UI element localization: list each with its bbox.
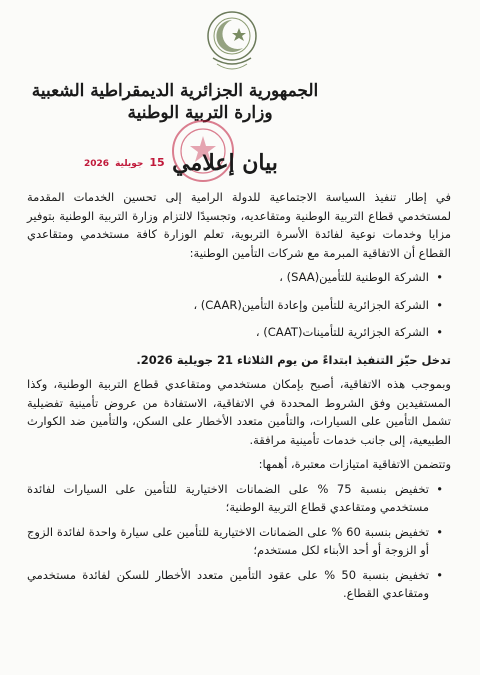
benefit-item: • تخفيض بنسبة 50 % على عقود التأمين متعدد الأخطار للسكن لفائدة مستخدمي ومتقاعدي القطاع. <box>27 566 429 603</box>
stamp-year: 2026 <box>84 159 110 169</box>
document-header <box>0 80 480 124</box>
document-body <box>27 188 451 609</box>
intro-paragraph: في إطار تنفيذ السياسة الاجتماعية للدولة الرامية إلى تحسين الخدمات المقدمة لمستخدمي قطاع التربية الوطنية ومتقاعديه، وتجسيدًا لالتزام وزارة التربية الوطنية بتوفير مزايا وخدمات نوعية لفائدة الأسرة التربوية، تعلم الوزارة كافة مستخدمي ومتقاعدي القطاع أن الاتفاقية المبرمة مع شركات التأمين الوطنية: <box>27 190 451 260</box>
republic-name: الجمهورية الجزائرية الديمقراطية الشعبية <box>31 81 319 101</box>
benefits-intro: وتتضمن الاتفاقية امتيازات معتبرة، أهمها: <box>258 457 451 471</box>
insurance-companies-list <box>27 268 451 342</box>
company-item: • الشركة الجزائرية للتأمين وإعادة التأمين(CAAR) ، <box>27 296 429 315</box>
document-title: بيان إعلامي <box>172 150 278 176</box>
benefit-item: • تخفيض بنسبة 75 % على الضمانات الاختيارية للتأمين على السيارات لفائدة مستخدمي ومتقاعدي قطاع التربية الوطنية؛ <box>27 480 429 517</box>
company-item: • الشركة الجزائرية للتأمينات(CAAT) ، <box>27 323 429 342</box>
stamp-month: جويلية <box>115 159 144 169</box>
agreement-paragraph: وبموجب هذه الاتفاقية، أصبح بإمكان مستخدمي ومتقاعدي قطاع التربية الوطنية، وكذا المستفيدين وفق الشروط المحددة في الاتفاقية، الاستفادة من عروض تأمينية تفضيلية تشمل التأمين على السيارات، والتأمين متعدد الأخطار على السكن، والتأمين ضد الكوارث الطبيعية، إلى جانب خدمات تأمينية مرافقة. <box>27 377 451 447</box>
algeria-emblem-icon <box>203 6 261 76</box>
company-item: • الشركة الوطنية للتأمين(SAA) ، <box>27 268 429 287</box>
effective-date-paragraph: تدخل حيّز التنفيذ ابتداءً من يوم الثلاثاء 21 جويلية 2026. <box>136 352 451 367</box>
stamp-day: 15 <box>149 156 165 169</box>
benefits-list <box>27 480 451 603</box>
ministry-name: وزارة التربية الوطنية <box>127 103 273 123</box>
benefit-item: • تخفيض بنسبة 60 % على الضمانات الاختيارية للتأمين على سيارة واحدة لفائدة الزوج أو الزوجة أو أحد الأبناء لكل مستخدم؛ <box>27 523 429 560</box>
